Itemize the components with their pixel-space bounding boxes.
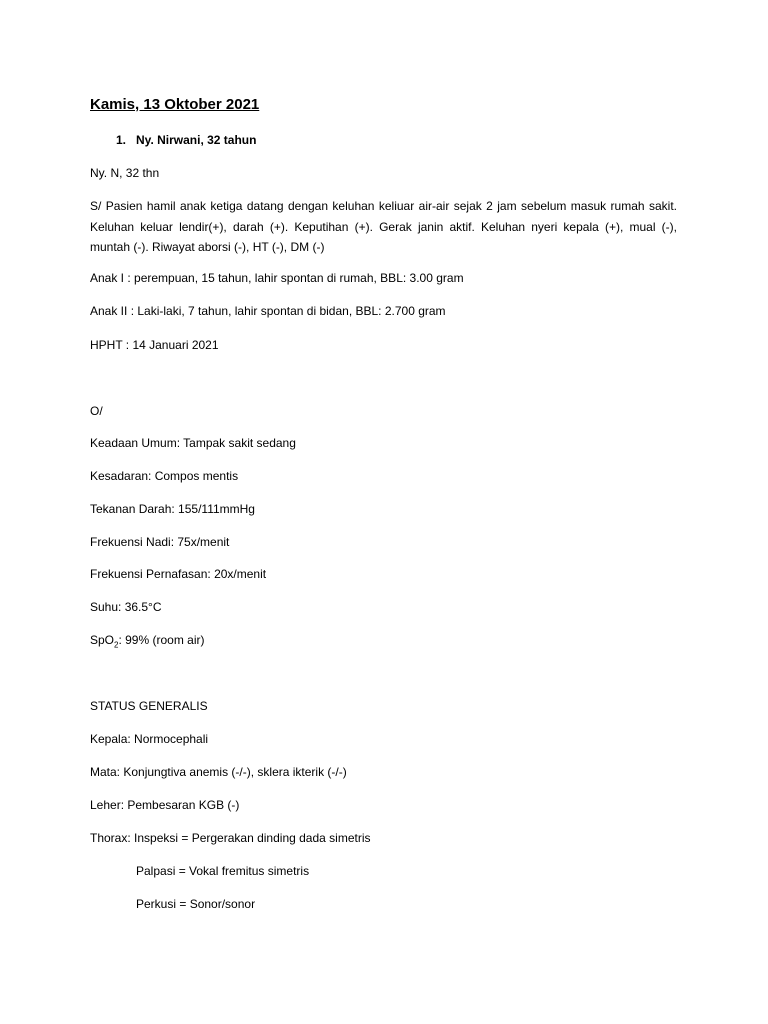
spo2-line <box>90 632 205 648</box>
mata-line: Mata: Konjungtiva anemis (-/-), sklera ikterik (-/-) <box>90 765 347 779</box>
thorax-inspeksi-line: Thorax: Inspeksi = Pergerakan dinding dada simetris <box>90 831 371 845</box>
item-number: 1. <box>116 133 127 147</box>
kepala-line: Kepala: Normocephali <box>90 732 209 746</box>
subjective-paragraph: S/ Pasien hamil anak ketiga datang dengan keluhan keliuar air-air sejak 2 jam sebelum masuk rumah sakit. Keluhan keluar lendir(+), darah (+). Keputihan (+). Gerak janin aktif. Keluhan nyeri kepala (+), mual (-), muntah (-). Riwayat aborsi (-), HT (-), DM (-) <box>90 199 677 254</box>
numbered-item <box>116 132 256 148</box>
spo2-subscript: 2 <box>114 640 119 650</box>
item-text: Ny. Nirwani, 32 tahun <box>136 133 257 147</box>
spo2-prefix: SpO <box>90 633 115 647</box>
tekanan-darah-line: Tekanan Darah: 155/111mmHg <box>90 502 255 516</box>
hpht-line: HPHT : 14 Januari 2021 <box>90 338 219 352</box>
perkusi-line: Perkusi = Sonor/sonor <box>136 897 256 911</box>
leher-line: Leher: Pembesaran KGB (-) <box>90 798 240 812</box>
nadi-line: Frekuensi Nadi: 75x/menit <box>90 535 230 549</box>
anak-1-line: Anak I : perempuan, 15 tahun, lahir spontan di rumah, BBL: 3.00 gram <box>90 271 464 285</box>
keadaan-umum-line: Keadaan Umum: Tampak sakit sedang <box>90 436 296 450</box>
palpasi-line: Palpasi = Vokal fremitus simetris <box>136 864 310 878</box>
spo2-value: : 99% (room air) <box>118 633 205 647</box>
patient-short: Ny. N, 32 thn <box>90 166 160 180</box>
pernafasan-line: Frekuensi Pernafasan: 20x/menit <box>90 567 267 581</box>
objective-label: O/ <box>90 404 103 418</box>
kesadaran-line: Kesadaran: Compos mentis <box>90 469 239 483</box>
anak-2-line: Anak II : Laki-laki, 7 tahun, lahir spontan di bidan, BBL: 2.700 gram <box>90 304 446 318</box>
status-generalis-heading: STATUS GENERALIS <box>90 699 208 713</box>
suhu-line: Suhu: 36.5°C <box>90 600 162 614</box>
date-heading: Kamis, 13 Oktober 2021 <box>90 96 260 113</box>
